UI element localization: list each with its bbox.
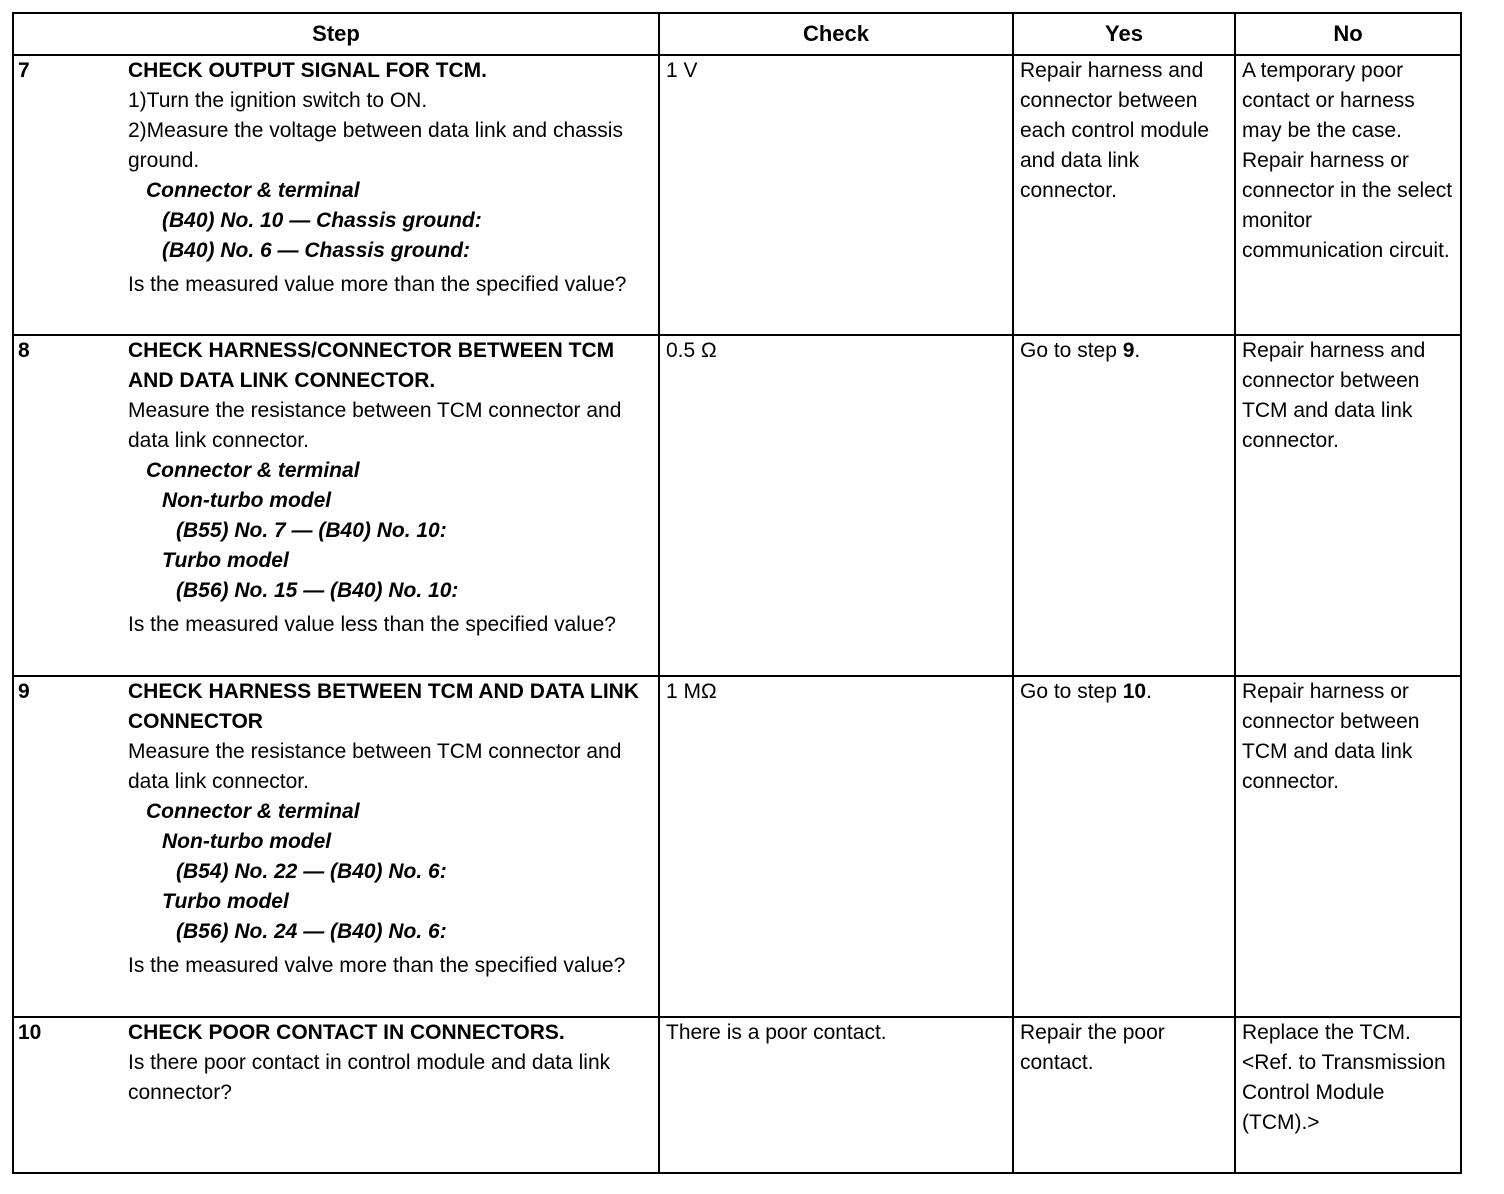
- header-check: Check: [659, 13, 1013, 55]
- header-no: No: [1235, 13, 1461, 55]
- step-number: 9: [18, 680, 30, 703]
- yes-text: Go to step: [1020, 339, 1123, 362]
- check-cell: There is a poor contact.: [659, 1017, 1013, 1173]
- step-question: Is the measured value more than the specified value?: [128, 273, 627, 296]
- yes-cell: Repair the poor contact.: [1013, 1017, 1235, 1173]
- no-cell: Repair harness and connector between TCM and data link connector.: [1235, 335, 1461, 676]
- step-question: Is there poor contact in control module and data link connector?: [128, 1051, 611, 1104]
- step-title: CHECK POOR CONTACT IN CONNECTORS.: [128, 1021, 565, 1044]
- header-step: Step: [13, 13, 659, 55]
- connector-terminal: (B40) No. 6 — Chassis ground:: [162, 239, 471, 262]
- step-question: Is the measured value less than the specified value?: [128, 613, 616, 636]
- yes-cell: [1013, 335, 1235, 676]
- step-instruction: 1)Turn the ignition switch to ON.: [128, 89, 428, 112]
- check-cell: 1 MΩ: [659, 676, 1013, 1017]
- no-cell: Repair harness or connector between TCM and data link connector.: [1235, 676, 1461, 1017]
- connector-heading: Connector & terminal: [146, 179, 360, 202]
- no-cell: A temporary poor contact or harness may be the case. Repair harness or connector in the select monitor communication circuit.: [1235, 55, 1461, 335]
- diagnostic-table: [12, 12, 1462, 1174]
- connector-terminal: (B56) No. 15 — (B40) No. 10:: [176, 579, 459, 602]
- header-row: [13, 13, 1461, 55]
- yes-text: Go to step: [1020, 680, 1123, 703]
- model-label: Non-turbo model: [162, 489, 332, 512]
- step-number: 8: [18, 339, 30, 362]
- step-link[interactable]: 10: [1122, 680, 1147, 703]
- step-title: CHECK HARNESS BETWEEN TCM AND DATA LINK CONNECTOR: [128, 680, 639, 733]
- step-link[interactable]: 9: [1122, 339, 1135, 362]
- yes-suffix: .: [1146, 680, 1152, 703]
- step-question: Is the measured valve more than the specified value?: [128, 954, 626, 977]
- check-cell: 1 V: [659, 55, 1013, 335]
- yes-cell: Repair harness and connector between each control module and data link connector.: [1013, 55, 1235, 335]
- yes-suffix: .: [1134, 339, 1141, 362]
- step-number: 10: [18, 1021, 42, 1044]
- connector-terminal: (B54) No. 22 — (B40) No. 6:: [176, 860, 447, 883]
- connector-heading: Connector & terminal: [146, 459, 360, 482]
- step-instruction: Measure the resistance between TCM connector and data link connector.: [128, 740, 622, 793]
- no-cell: Replace the TCM. <Ref. to Transmission Control Module (TCM).>: [1235, 1017, 1461, 1173]
- step-cell: [13, 1017, 659, 1173]
- table-row: [13, 676, 1461, 1017]
- step-instruction: Measure the resistance between TCM connector and data link connector.: [128, 399, 622, 452]
- connector-heading: Connector & terminal: [146, 800, 360, 823]
- step-instruction: 2)Measure the voltage between data link and chassis ground.: [128, 119, 623, 172]
- table-row: [13, 55, 1461, 335]
- connector-terminal: (B55) No. 7 — (B40) No. 10:: [176, 519, 447, 542]
- model-label: Non-turbo model: [162, 830, 332, 853]
- connector-terminal: (B40) No. 10 — Chassis ground:: [162, 209, 482, 232]
- yes-cell: [1013, 676, 1235, 1017]
- step-title: CHECK HARNESS/CONNECTOR BETWEEN TCM AND DATA LINK CONNECTOR.: [128, 339, 615, 392]
- model-label: Turbo model: [162, 549, 289, 572]
- model-label: Turbo model: [162, 890, 289, 913]
- step-cell: [13, 335, 659, 676]
- header-yes: Yes: [1013, 13, 1235, 55]
- step-number: 7: [18, 59, 30, 82]
- connector-terminal: (B56) No. 24 — (B40) No. 6:: [176, 920, 447, 943]
- step-title: CHECK OUTPUT SIGNAL FOR TCM.: [128, 59, 487, 82]
- table-row: [13, 1017, 1461, 1173]
- step-cell: [13, 676, 659, 1017]
- table-row: [13, 335, 1461, 676]
- step-cell: [13, 55, 659, 335]
- check-cell: 0.5 Ω: [659, 335, 1013, 676]
